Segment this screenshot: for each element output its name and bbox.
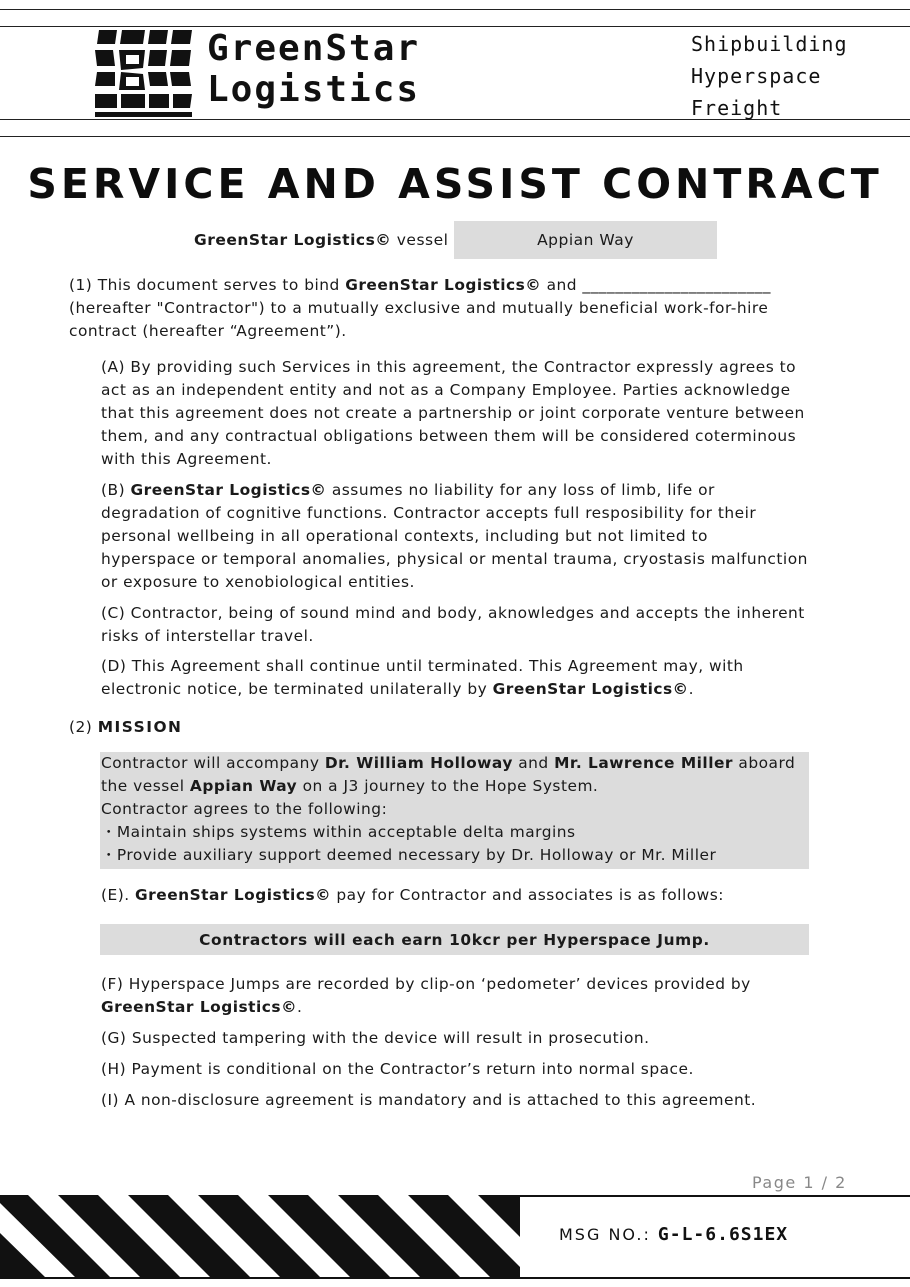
company-wordmark	[207, 28, 420, 110]
vessel-name-field	[454, 221, 717, 259]
clause-f-end: .	[296, 998, 303, 1016]
header-rule-bottom	[0, 136, 910, 137]
mission-bullet: ・Provide auxiliary support deemed necessary by Dr. Holloway or Mr. Miller	[101, 846, 717, 864]
clause-a	[101, 356, 861, 471]
mission-heading	[69, 716, 182, 739]
header-rule-upper	[0, 26, 910, 27]
clause-b-line: hyperspace or temporal anomalies, physical or mental trauma, cryostasis malfunction	[101, 550, 808, 568]
clause-h: (H) Payment is conditional on the Contractor’s return into normal space.	[101, 1060, 694, 1078]
clause-b-line: degradation of cognitive functions. Contractor accepts full resposibility for their	[101, 504, 757, 522]
clause-b-text: assumes no liability for any loss of limb, life or	[326, 481, 715, 499]
header-rule-top	[0, 9, 910, 10]
clause-b-line: or exposure to xenobiological entities.	[101, 573, 415, 591]
clause-c	[101, 602, 861, 648]
page-number: Page 1 / 2	[752, 1173, 847, 1192]
earnings-text: Contractors will each earn 10kcr per Hyperspace Jump.	[199, 930, 710, 949]
company-name: GreenStar Logistics©	[345, 276, 542, 294]
clause-e-prefix: (E).	[101, 886, 136, 904]
clause-e-text: pay for Contractor and associates is as follows:	[331, 886, 724, 904]
mission-details	[101, 752, 806, 867]
service-item: Shipbuilding	[691, 32, 848, 56]
clause-d	[101, 655, 861, 701]
company-name: GreenStar Logistics©	[130, 481, 327, 499]
person-holloway: Dr. William Holloway	[324, 754, 513, 772]
clause-a-line: (A) By providing such Services in this agreement, the Contractor expressly agrees to	[101, 358, 797, 376]
clause-i: (I) A non-disclosure agreement is mandatory and is attached to this agreement.	[101, 1091, 757, 1109]
company-name-line1: GreenStar	[207, 28, 421, 69]
service-item: Hyperspace	[691, 64, 822, 88]
clause-e	[101, 884, 724, 907]
clause-1-line: contract (hereafter “Agreement”).	[69, 322, 347, 340]
mission-bullet: ・Maintain ships systems within acceptable delta margins	[101, 823, 576, 841]
footer-bottom-rule	[0, 1277, 910, 1279]
message-number	[559, 1224, 788, 1245]
clause-d-line: (D) This Agreement shall continue until terminated. This Agreement may, with	[101, 657, 744, 675]
clause-a-line: act as an independent entity and not as a Company Employee. Parties acknowledge	[101, 381, 791, 399]
clause-1	[69, 274, 869, 343]
vessel-company: GreenStar Logistics©	[194, 231, 392, 249]
clause-b-prefix: (B)	[101, 481, 131, 499]
clause-1-text: (1) This document serves to bind	[69, 276, 346, 294]
greenstar-logo-icon	[95, 28, 193, 118]
clause-f	[101, 973, 861, 1019]
clause-d-end: .	[688, 680, 694, 698]
clause-1-line: (hereafter "Contractor") to a mutually exclusive and mutually beneficial work-for-hire	[69, 299, 769, 317]
company-name: GreenStar Logistics©	[492, 680, 689, 698]
clause-d-text: electronic notice, be terminated unilaterally by	[101, 680, 493, 698]
company-name: GreenStar Logistics©	[135, 886, 332, 904]
vessel-label: vessel	[396, 231, 449, 249]
company-name-line2: Logistics	[207, 69, 421, 110]
mission-text: the vessel	[101, 777, 190, 795]
clause-a-line: that this agreement does not create a partnership or joint corporate venture between	[101, 404, 805, 422]
clause-f-line: (F) Hyperspace Jumps are recorded by clip-on ‘pedometer’ devices provided by	[101, 975, 751, 993]
mission-text: and	[512, 754, 555, 772]
mission-number: (2)	[69, 718, 98, 736]
vessel-line	[194, 221, 448, 259]
person-miller: Mr. Lawrence Miller	[554, 754, 734, 772]
clause-b-line: personal wellbeing in all operational contexts, including but not limited to	[101, 527, 708, 545]
hazard-stripes	[0, 1195, 520, 1278]
clause-b	[101, 479, 861, 594]
clause-g: (G) Suspected tampering with the device will result in prosecution.	[101, 1029, 650, 1047]
mission-title: MISSION	[97, 718, 183, 736]
document-title: SERVICE AND ASSIST CONTRACT	[27, 160, 883, 208]
earnings-box	[100, 924, 809, 955]
vessel-name: Appian Way	[537, 231, 634, 249]
clause-a-line: them, and any contractual obligations between them will be considered coterminous	[101, 427, 797, 445]
services-list	[691, 28, 848, 124]
mission-text: on a J3 journey to the Hope System.	[297, 777, 599, 795]
clause-c-line: (C) Contractor, being of sound mind and body, aknowledges and accepts the inherent	[101, 604, 805, 622]
message-number-label: MSG NO.:	[559, 1225, 658, 1244]
clause-c-line: risks of interstellar travel.	[101, 627, 314, 645]
mission-text: aboard	[733, 754, 796, 772]
mission-text: Contractor will accompany	[101, 754, 325, 772]
mission-vessel: Appian Way	[189, 777, 298, 795]
clause-a-line: with this Agreement.	[101, 450, 272, 468]
contractor-name-blank: and _______________________	[541, 276, 771, 294]
company-name: GreenStar Logistics©	[101, 998, 297, 1016]
message-number-value: G-L-6.6S1EX	[657, 1224, 789, 1245]
mission-agreement-intro: Contractor agrees to the following:	[101, 800, 388, 818]
service-item: Freight	[691, 96, 783, 120]
